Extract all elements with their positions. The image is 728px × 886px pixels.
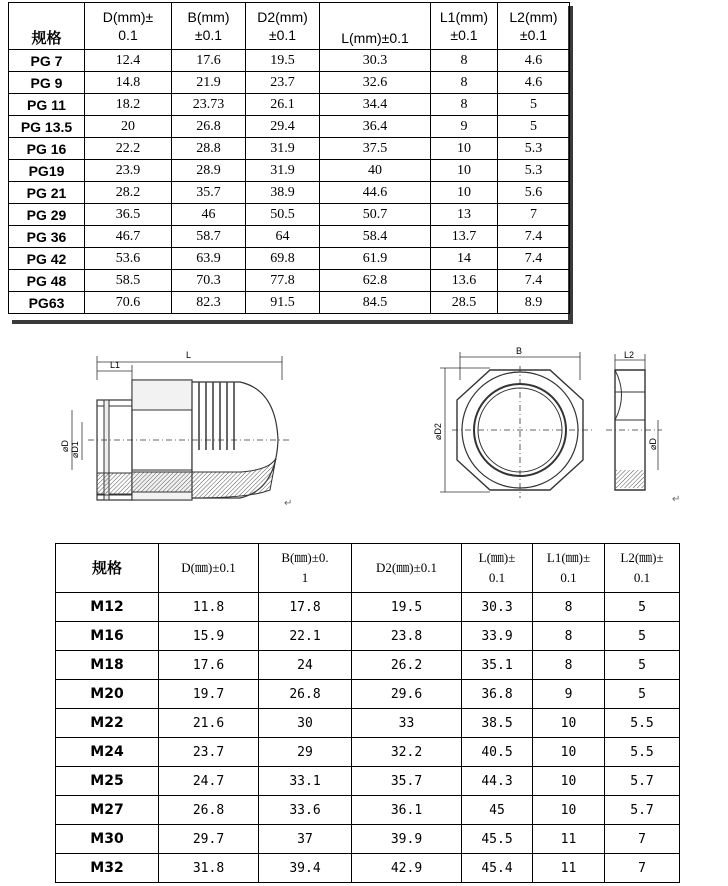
cell-l1: 10 [431, 182, 498, 204]
cell-d2: 31.9 [246, 138, 320, 160]
cell-d: 26.8 [159, 796, 259, 825]
cell-b: 35.7 [172, 182, 246, 204]
cell-l1: 28.5 [431, 292, 498, 314]
cell-spec: M16 [56, 622, 159, 651]
side-view-drawing [72, 356, 290, 500]
cell-spec: PG63 [9, 292, 85, 314]
cell-l2: 7 [605, 825, 680, 854]
cell-spec: PG 48 [9, 270, 85, 292]
cell-spec: M22 [56, 709, 159, 738]
cell-l2: 7.4 [498, 248, 570, 270]
cell-d2: 35.7 [352, 767, 462, 796]
cell-l2: 5 [498, 94, 570, 116]
cell-l: 45 [462, 796, 533, 825]
cell-d: 31.8 [159, 854, 259, 883]
cell-l: 35.1 [462, 651, 533, 680]
cell-l1: 8 [431, 94, 498, 116]
end-view-drawing [440, 352, 592, 498]
cell-l2: 5 [605, 593, 680, 622]
cell-d2: 26.1 [246, 94, 320, 116]
header-d: D(㎜)±0.1 [159, 544, 259, 593]
cell-l2: 8.9 [498, 292, 570, 314]
cell-l1: 13.6 [431, 270, 498, 292]
cell-l2: 5 [605, 680, 680, 709]
cell-d: 23.9 [85, 160, 172, 182]
cell-d: 23.7 [159, 738, 259, 767]
header-b: B(mm) ±0.1 [172, 3, 246, 50]
cell-d2: 29.6 [352, 680, 462, 709]
cell-l2: 5.7 [605, 767, 680, 796]
cell-b: 23.73 [172, 94, 246, 116]
cell-spec: PG 9 [9, 72, 85, 94]
cell-d: 46.7 [85, 226, 172, 248]
cell-l2: 5 [605, 622, 680, 651]
cell-d: 11.8 [159, 593, 259, 622]
return-mark: ↵ [284, 498, 293, 509]
cell-d2: 36.1 [352, 796, 462, 825]
table-row [9, 204, 570, 226]
table-row [56, 854, 680, 883]
cell-d2: 69.8 [246, 248, 320, 270]
cell-spec: PG 21 [9, 182, 85, 204]
dim-label-d1: ⌀D1 [70, 441, 80, 458]
cell-l2: 5.6 [498, 182, 570, 204]
cell-l1: 10 [431, 160, 498, 182]
cell-l: 44.6 [320, 182, 431, 204]
cell-spec: M20 [56, 680, 159, 709]
cell-d: 22.2 [85, 138, 172, 160]
table-row [56, 593, 680, 622]
table-row [56, 825, 680, 854]
header-l: L(mm)±0.1 [320, 3, 431, 50]
table-row [9, 72, 570, 94]
dim-label-b: B [516, 346, 523, 356]
cell-spec: M25 [56, 767, 159, 796]
header-l1: L1(mm) ±0.1 [431, 3, 498, 50]
cell-d2: 19.5 [352, 593, 462, 622]
table-row [9, 160, 570, 182]
cell-d: 24.7 [159, 767, 259, 796]
cell-l1: 10 [533, 709, 605, 738]
header-d: D(mm)± 0.1 [85, 3, 172, 50]
table-row [9, 116, 570, 138]
cell-l1: 10 [533, 767, 605, 796]
cell-d2: 33 [352, 709, 462, 738]
cell-spec: M24 [56, 738, 159, 767]
cell-b: 28.8 [172, 138, 246, 160]
cell-b: 30 [259, 709, 352, 738]
cell-b: 46 [172, 204, 246, 226]
cell-spec: PG 29 [9, 204, 85, 226]
dim-label-l2: L2 [624, 350, 635, 360]
cell-b: 58.7 [172, 226, 246, 248]
cell-b: 17.6 [172, 50, 246, 72]
cell-l2: 4.6 [498, 50, 570, 72]
cell-l2: 5.5 [605, 738, 680, 767]
cell-l: 33.9 [462, 622, 533, 651]
cell-l: 30.3 [320, 50, 431, 72]
cell-d2: 32.2 [352, 738, 462, 767]
cell-l1: 10 [431, 138, 498, 160]
cell-b: 28.9 [172, 160, 246, 182]
cell-l2: 5.3 [498, 160, 570, 182]
cell-l2: 7 [498, 204, 570, 226]
cell-spec: M27 [56, 796, 159, 825]
cell-spec: M12 [56, 593, 159, 622]
cell-d2: 42.9 [352, 854, 462, 883]
header-spec: 规格 [9, 3, 85, 50]
cell-l2: 5.3 [498, 138, 570, 160]
cell-l: 36.4 [320, 116, 431, 138]
table-row [9, 226, 570, 248]
cell-b: 33.1 [259, 767, 352, 796]
header-l: L(㎜)± 0.1 [462, 544, 533, 593]
cell-l2: 5 [498, 116, 570, 138]
table-row [56, 680, 680, 709]
table-row [56, 796, 680, 825]
pg-spec-table [8, 2, 570, 314]
cell-d2: 26.2 [352, 651, 462, 680]
cell-l1: 10 [533, 796, 605, 825]
cell-l: 32.6 [320, 72, 431, 94]
cell-d2: 19.5 [246, 50, 320, 72]
table-row [9, 270, 570, 292]
cell-l: 62.8 [320, 270, 431, 292]
cell-b: 70.3 [172, 270, 246, 292]
cell-spec: PG 42 [9, 248, 85, 270]
cell-l: 38.5 [462, 709, 533, 738]
cell-l2: 7.4 [498, 226, 570, 248]
dim-label-l: L [186, 350, 192, 360]
cell-l1: 11 [533, 854, 605, 883]
cell-l1: 9 [431, 116, 498, 138]
cell-l1: 14 [431, 248, 498, 270]
cell-l: 58.4 [320, 226, 431, 248]
cell-l2: 5 [605, 651, 680, 680]
cell-d2: 23.8 [352, 622, 462, 651]
cell-d2: 64 [246, 226, 320, 248]
cell-l2: 7.4 [498, 270, 570, 292]
table-row [56, 622, 680, 651]
metric-spec-table [55, 543, 680, 883]
cell-d: 28.2 [85, 182, 172, 204]
cell-b: 37 [259, 825, 352, 854]
header-d2: D2(mm) ±0.1 [246, 3, 320, 50]
cell-d: 19.7 [159, 680, 259, 709]
table-row [56, 738, 680, 767]
cell-d2: 39.9 [352, 825, 462, 854]
cell-l2: 4.6 [498, 72, 570, 94]
cell-d2: 23.7 [246, 72, 320, 94]
cell-l1: 9 [533, 680, 605, 709]
cell-l1: 8 [533, 622, 605, 651]
cell-b: 33.6 [259, 796, 352, 825]
cell-d2: 31.9 [246, 160, 320, 182]
cell-b: 26.8 [172, 116, 246, 138]
cell-l1: 11 [533, 825, 605, 854]
return-mark: ↵ [672, 494, 681, 505]
table-header-row [9, 3, 570, 50]
cable-gland-drawings [0, 340, 728, 515]
header-spec: 规格 [56, 544, 159, 593]
table-row [9, 50, 570, 72]
cell-l1: 13.7 [431, 226, 498, 248]
cell-spec: M30 [56, 825, 159, 854]
cell-l: 40 [320, 160, 431, 182]
cell-l: 44.3 [462, 767, 533, 796]
table-row [9, 248, 570, 270]
cell-d: 53.6 [85, 248, 172, 270]
dim-label-l1: L1 [110, 360, 121, 370]
cell-b: 82.3 [172, 292, 246, 314]
cell-d: 12.4 [85, 50, 172, 72]
cell-l1: 8 [431, 50, 498, 72]
header-d2: D2(㎜)±0.1 [352, 544, 462, 593]
dim-label-d: ⌀D [60, 440, 70, 452]
cell-l1: 10 [533, 738, 605, 767]
cell-d: 36.5 [85, 204, 172, 226]
cell-d2: 50.5 [246, 204, 320, 226]
cell-d2: 91.5 [246, 292, 320, 314]
table-row [9, 292, 570, 314]
cell-l1: 13 [431, 204, 498, 226]
table-row [9, 138, 570, 160]
cell-b: 22.1 [259, 622, 352, 651]
cell-b: 29 [259, 738, 352, 767]
cell-l1: 8 [533, 651, 605, 680]
cell-spec: PG 11 [9, 94, 85, 116]
cell-spec: M18 [56, 651, 159, 680]
cell-d: 29.7 [159, 825, 259, 854]
cell-d: 15.9 [159, 622, 259, 651]
cell-d2: 29.4 [246, 116, 320, 138]
cell-b: 17.8 [259, 593, 352, 622]
cell-d: 58.5 [85, 270, 172, 292]
cell-d2: 77.8 [246, 270, 320, 292]
cell-b: 24 [259, 651, 352, 680]
cell-l2: 7 [605, 854, 680, 883]
cell-d: 21.6 [159, 709, 259, 738]
cell-d: 20 [85, 116, 172, 138]
header-l2: L2(mm) ±0.1 [498, 3, 570, 50]
cell-l2: 5.7 [605, 796, 680, 825]
table-header-row [56, 544, 680, 593]
cell-l: 40.5 [462, 738, 533, 767]
cell-l: 37.5 [320, 138, 431, 160]
table-row [56, 767, 680, 796]
cell-b: 39.4 [259, 854, 352, 883]
cell-d: 17.6 [159, 651, 259, 680]
nut-view-drawing [606, 354, 662, 490]
dim-label-d2: ⌀D2 [433, 423, 443, 440]
cell-d: 70.6 [85, 292, 172, 314]
cell-b: 63.9 [172, 248, 246, 270]
cell-l: 84.5 [320, 292, 431, 314]
cell-spec: PG 13.5 [9, 116, 85, 138]
table-row [9, 94, 570, 116]
table-row [56, 651, 680, 680]
cell-d: 14.8 [85, 72, 172, 94]
cell-spec: PG 36 [9, 226, 85, 248]
cell-d2: 38.9 [246, 182, 320, 204]
cell-l1: 8 [431, 72, 498, 94]
cell-l: 45.5 [462, 825, 533, 854]
cell-spec: PG 7 [9, 50, 85, 72]
cell-b: 26.8 [259, 680, 352, 709]
cell-l: 61.9 [320, 248, 431, 270]
table-shadow [12, 320, 573, 324]
cell-spec: M32 [56, 854, 159, 883]
cell-l: 36.8 [462, 680, 533, 709]
cell-l2: 5.5 [605, 709, 680, 738]
header-b: B(㎜)±0. 1 [259, 544, 352, 593]
header-l1: L1(㎜)± 0.1 [533, 544, 605, 593]
dim-label-nut-d: ⌀D [648, 438, 658, 450]
cell-l: 50.7 [320, 204, 431, 226]
cell-l1: 8 [533, 593, 605, 622]
cell-spec: PG19 [9, 160, 85, 182]
table-row [56, 709, 680, 738]
cell-d: 18.2 [85, 94, 172, 116]
cell-spec: PG 16 [9, 138, 85, 160]
cell-l: 30.3 [462, 593, 533, 622]
cell-l: 34.4 [320, 94, 431, 116]
table-row [9, 182, 570, 204]
header-l2: L2(㎜)± 0.1 [605, 544, 680, 593]
cell-l: 45.4 [462, 854, 533, 883]
cell-b: 21.9 [172, 72, 246, 94]
